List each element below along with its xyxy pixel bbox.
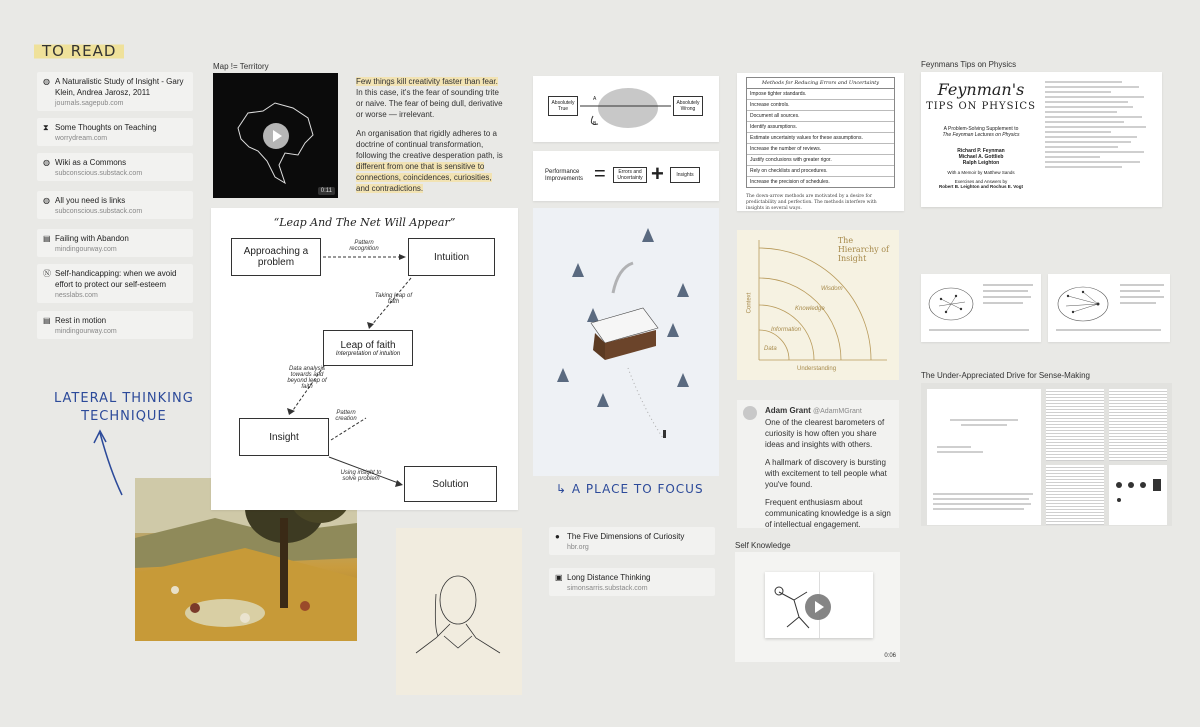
- reading-link-url: worrydream.com: [55, 135, 108, 142]
- methods-row: Impose tighter standards.: [747, 89, 894, 100]
- arrow-up-icon: [90, 425, 130, 500]
- reading-link-title: [43, 122, 187, 133]
- paper-page-2: [1046, 389, 1104, 461]
- reading-link-title: [43, 157, 187, 168]
- reading-link[interactable]: [37, 229, 193, 257]
- equals-sign: =: [594, 163, 606, 185]
- reading-link[interactable]: [37, 311, 193, 339]
- level-information: Information: [771, 327, 802, 333]
- methods-row: Justify conclusions with greater rigor.: [747, 155, 894, 166]
- snow-scene: [533, 208, 719, 476]
- performance-label: Performance Improvements: [545, 169, 584, 182]
- adam-grant-tweet[interactable]: [737, 400, 899, 528]
- map-video[interactable]: [213, 73, 338, 198]
- feynman-copyright-page: [1045, 78, 1155, 171]
- curiosity-link[interactable]: [549, 527, 715, 555]
- video-duration: 0:11: [318, 187, 335, 195]
- methods-title: Methods for Reducing Errors and Uncertainty: [747, 78, 894, 89]
- portrait-sketch[interactable]: [396, 528, 522, 695]
- note-pattern-creation: Pattern creation: [335, 410, 357, 422]
- reading-link-title-text: Some Thoughts on Teaching: [55, 123, 157, 132]
- reading-link-url: mindingourway.com: [55, 246, 117, 253]
- plus-sign: +: [651, 161, 664, 186]
- leap-diagram[interactable]: [211, 208, 518, 510]
- reading-link-title: [43, 195, 187, 206]
- hierarchy-of-insight[interactable]: [737, 230, 899, 380]
- feynman-author3: Ralph Leighton: [962, 160, 1000, 166]
- self-knowledge-label: Self Knowledge: [735, 541, 791, 550]
- snow-cabin-illustration[interactable]: [533, 208, 719, 476]
- label-b: B: [593, 121, 597, 127]
- methods-caption: The down-arrow methods are motivated by a desire for predictability and perfection. The methods interfere with insights in several ways.: [746, 194, 877, 211]
- quote-highlight-1: Few things kill creativity faster than fear.: [356, 77, 498, 86]
- reading-link-url: mindingourway.com: [55, 328, 117, 335]
- reading-link-url: journals.sagepub.com: [55, 100, 124, 107]
- note-taking-leap: Taking leap of faith: [374, 293, 413, 305]
- tweet-p1: One of the clearest barometers of curiosity is how often you share ideas and insights with others.: [765, 418, 885, 449]
- paper-page-4: [1046, 465, 1104, 525]
- lateral-thinking-line2: TECHNIQUE: [81, 409, 167, 424]
- network-diagram-2[interactable]: [1048, 274, 1170, 342]
- feynman-author1: Richard P. Feynman: [957, 148, 1005, 154]
- lateral-thinking-note: [54, 390, 194, 426]
- methods-row: Identify assumptions.: [747, 122, 894, 133]
- label-a: A: [593, 96, 597, 102]
- level-knowledge: Knowledge: [795, 306, 825, 312]
- reading-link-url: subconscious.substack.com: [55, 208, 143, 215]
- reading-link-title: [43, 315, 187, 326]
- leap-title: “Leap And The Net Will Appear”: [273, 216, 456, 229]
- hierarchy-x-axis: Understanding: [797, 366, 837, 372]
- curiosity-link-title-text: The Five Dimensions of Curiosity: [567, 532, 685, 541]
- methods-row: Rely on checklists and procedures.: [747, 166, 894, 177]
- reading-link-url: subconscious.substack.com: [55, 170, 143, 177]
- self-knowledge-video[interactable]: [735, 552, 900, 662]
- globe-icon: ◍: [43, 77, 50, 86]
- feynman-desc1: A Problem-Solving Supplement to: [943, 126, 1019, 132]
- play-button[interactable]: [805, 594, 831, 620]
- paper-page-1: [927, 389, 1041, 525]
- hourglass-icon: ⧗: [43, 123, 49, 132]
- note-using-insight: Using insight to solve problem: [340, 470, 382, 482]
- note-data-analysis: Data analysis towards and beyond leap of faith: [287, 366, 327, 390]
- box-intuition: Intuition: [408, 238, 495, 276]
- lateral-thinking-line1: LATERAL THINKING: [54, 391, 194, 406]
- reading-link-title: [43, 268, 187, 290]
- feynman-label: Feynmans Tips on Physics: [921, 60, 1017, 69]
- methods-row: Estimate uncertainty values for these assumptions.: [747, 133, 894, 144]
- reading-link-title-text: All you need is links: [55, 196, 126, 205]
- reading-link[interactable]: [37, 72, 193, 111]
- quote-text-1: In this case, it's the fear of sounding trite or naive. The fear of being dull, derivative or worse — irrelevant.: [356, 88, 503, 119]
- curiosity-link-url: hbr.org: [567, 544, 589, 551]
- methods-row: Increase the precision of schedules.: [750, 179, 830, 185]
- bookmark-icon: ▣: [555, 573, 563, 582]
- reading-link[interactable]: [37, 264, 193, 303]
- place-to-focus-caption: ↳ A PLACE TO FOCUS: [556, 482, 704, 496]
- note-pattern-recognition: Pattern recognition: [349, 240, 379, 252]
- paper-page-5: [1109, 465, 1167, 525]
- level-wisdom: Wisdom: [821, 286, 843, 292]
- methods-row: Increase controls.: [747, 100, 894, 111]
- leap-arrows: [211, 208, 518, 510]
- feynman-cover-title: Feynman's: [937, 80, 1025, 99]
- nesslabs-icon: Ⓝ: [43, 269, 51, 278]
- curiosity-link-url: simonsarris.substack.com: [567, 585, 648, 592]
- reading-link-title-text: Failing with Abandon: [55, 234, 129, 243]
- globe-icon: ◍: [43, 158, 50, 167]
- globe-icon: ◍: [43, 196, 50, 205]
- map-video-label: Map != Territory: [213, 62, 269, 71]
- insights-box: Insights: [670, 167, 700, 183]
- quote-text-2: An organisation that rigidly adheres to a doctrine of continual transformation, following the creative desperation path, is: [356, 129, 503, 160]
- feynman-book[interactable]: [921, 72, 1162, 207]
- absolutely-wrong-box: Absolutely Wrong: [673, 96, 703, 116]
- to-read-heading: TO READ: [34, 40, 124, 62]
- sense-making-paper[interactable]: [921, 383, 1172, 526]
- methods-table[interactable]: [737, 73, 904, 211]
- document-icon: ▤: [43, 316, 51, 325]
- curiosity-link-title: [555, 572, 709, 583]
- reading-link-url: nesslabs.com: [55, 292, 98, 299]
- hierarchy-title-1: The: [837, 236, 854, 245]
- leap-of-faith-sub: Interpretation of intuition: [335, 350, 401, 357]
- quote-highlight-2: different from one that is sensitive to connections, coincidences, curiosities, and contradictions.: [356, 162, 492, 193]
- methods-rows: [747, 89, 894, 187]
- network-diagram-1[interactable]: [921, 274, 1041, 342]
- reading-link-title-text: A Naturalistic Study of Insight - Gary Klein, Andrea Jarosz, 2011: [55, 77, 184, 97]
- errors-box: Errors and Uncertainty: [613, 167, 647, 183]
- reading-link-title-text: Rest in motion: [55, 316, 107, 325]
- curiosity-link[interactable]: [549, 568, 715, 596]
- tweet-p2: A hallmark of discovery is bursting with excitement to tell people what you've found.: [765, 458, 887, 489]
- network-graph-icon: [921, 274, 1041, 342]
- paper-page-3: [1109, 389, 1167, 461]
- reading-link[interactable]: [37, 191, 193, 219]
- sense-making-label: The Under-Appreciated Drive for Sense-Making: [921, 371, 1090, 380]
- hbr-icon: ●: [555, 532, 560, 541]
- methods-row: Increase the number of reviews.: [747, 144, 894, 155]
- hierarchy-title: [838, 236, 889, 263]
- reading-link-title-text: Wiki as a Commons: [55, 158, 127, 167]
- reading-link[interactable]: [37, 118, 193, 146]
- hierarchy-title-2: Hierarchy of: [837, 245, 889, 254]
- absolutely-diagram[interactable]: [533, 76, 719, 142]
- network-graph-icon: [1048, 274, 1170, 342]
- reading-link-title-text: Self-handicapping: when we avoid effort to protect our self-esteem: [55, 269, 177, 289]
- reading-link[interactable]: [37, 153, 193, 181]
- box-solution: Solution: [404, 466, 497, 502]
- feynman-exercises: Exercises and Answers by: [954, 179, 1008, 184]
- methods-row: Document all sources.: [747, 111, 894, 122]
- absolutely-true-box: Absolutely True: [548, 96, 578, 116]
- video-duration: 0:06: [884, 653, 896, 659]
- reading-link-title: [43, 233, 187, 244]
- play-button[interactable]: [263, 123, 289, 149]
- portrait-lines: [396, 528, 522, 695]
- curiosity-link-title: [555, 531, 709, 542]
- feynman-desc2: The Feynman Lectures on Physics: [942, 132, 1020, 138]
- creativity-quote: [356, 76, 506, 194]
- level-data: Data: [764, 346, 777, 352]
- tweet-author: Adam Grant: [765, 406, 811, 415]
- tweet-p3: Frequent enthusiasm about communicating knowledge is a sign of intellectual engagement.: [765, 498, 891, 529]
- feynman-exercises-by: Robert B. Leighton and Rochus E. Vogt: [939, 184, 1023, 189]
- feynman-memoir: With a Memoir by Matthew Sands: [947, 170, 1015, 175]
- avatar: [743, 406, 757, 420]
- reading-link-title: [43, 76, 187, 98]
- curiosity-link-title-text: Long Distance Thinking: [567, 573, 651, 582]
- leap-of-faith-label: Leap of faith: [340, 339, 396, 351]
- feynman-author2: Michael A. Gottlieb: [958, 154, 1004, 160]
- performance-equation[interactable]: [533, 151, 719, 201]
- hierarchy-title-3: Insight: [837, 254, 867, 263]
- box-approaching: Approaching a problem: [231, 238, 321, 276]
- cloud-icon: [533, 76, 719, 142]
- hierarchy-y-axis: Context: [746, 292, 753, 314]
- document-icon: ▤: [43, 234, 51, 243]
- feynman-cover-sub: TIPS ON PHYSICS: [926, 101, 1036, 112]
- tweet-handle: @AdamMGrant: [813, 408, 862, 415]
- box-insight: Insight: [239, 418, 329, 456]
